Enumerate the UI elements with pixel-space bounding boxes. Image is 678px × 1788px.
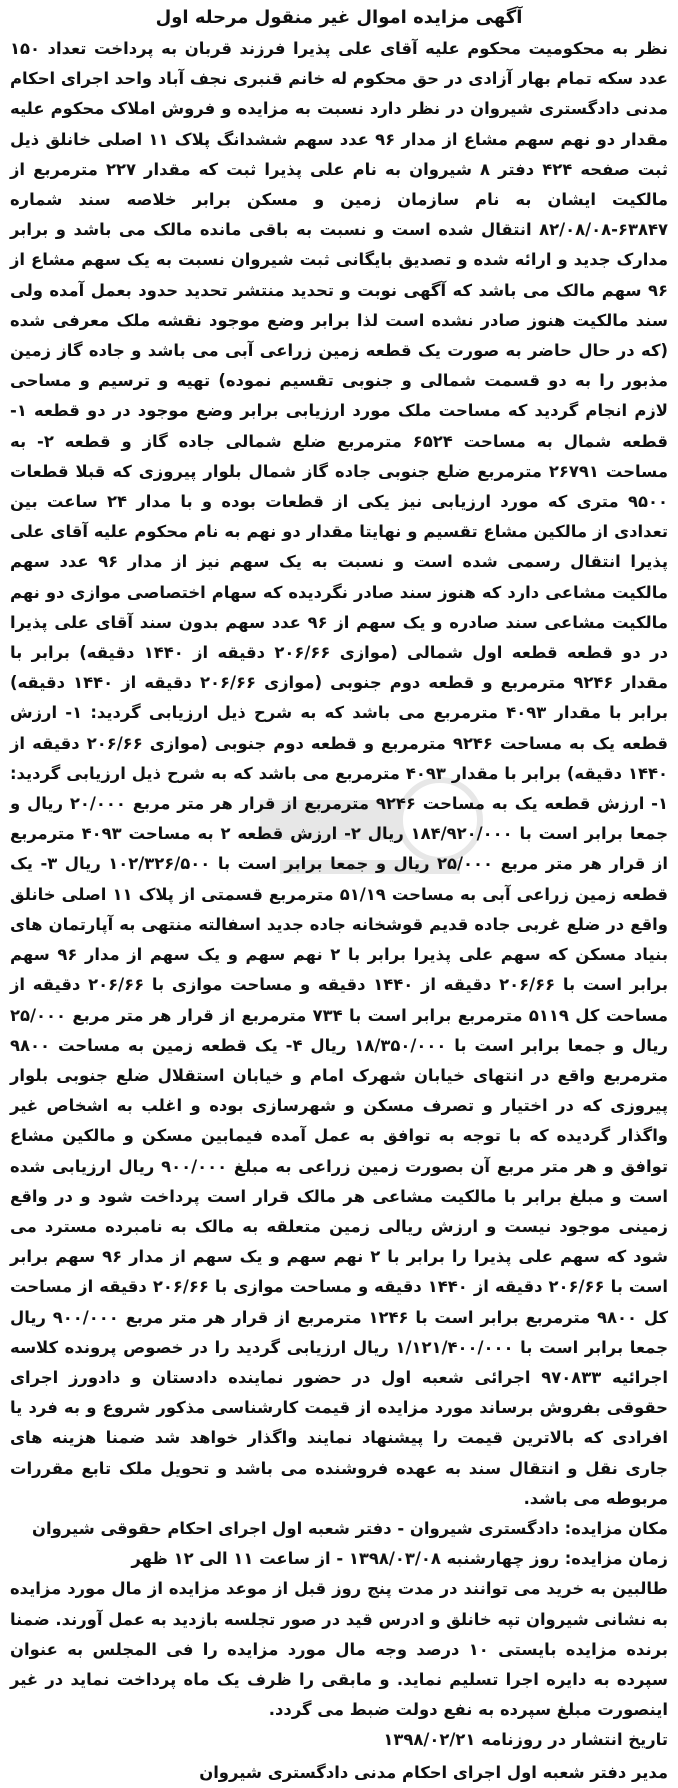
bidders-instructions: طالبین به خرید می توانند در مدت پنج روز قبل از موعد مزایده از مال مورد مزایده به نشانی شیروان تپه خانلق و ادرس قید در صور تجلسه بازدید به عمل آورند. ضمنا برنده مزایده بایستی ۱۰ درصد وجه مال مورد مزایده را فی المجلس به عنوان سپرده به دایره اجرا تسلیم نماید. و مابقی را ظرف یک ماه پرداخت نماید در غیر اینصورت مبلغ سپرده به نفع دولت ضبط می گردد.	[10, 1579, 668, 1720]
signature-line: مدیر دفتر شعبه اول اجرای احکام مدنی دادگستری شیروان	[199, 1762, 668, 1782]
auction-time: زمان مزایده: روز چهارشنبه ۱۳۹۸/۰۳/۰۸ - از ساعت ۱۱ الی ۱۲ ظهر	[131, 1549, 668, 1569]
auction-place: مکان مزایده: دادگستری شیروان - دفتر شعبه اول اجرای احکام حقوقی شیروان	[31, 1518, 668, 1538]
notice-title: آگهی مزایده اموال غیر منقول مرحله اول	[155, 7, 523, 28]
publish-date: تاریخ انتشار در روزنامه ۱۳۹۸/۰۲/۲۱	[383, 1730, 668, 1750]
notice-body: نظر به محکومیت محکوم علیه آقای علی پذیرا فرزند قربان به پرداخت تعداد ۱۵۰ عدد سکه تمام بهار آزادی در حق محکوم له خانم قنبری نجف آباد واحد اجرای احکام مدنی دادگستری شیروان در نظر دارد نسبت به مزایده و فروش املاک محکوم علیه مقدار دو نهم سهم مشاع از مدار ۹۶ عدد سهم ششدانگ پلاک ۱۱ اصلی خانلق ذیل ثبت صفحه ۴۲۴ دفتر ۸ شیروان به نام علی پذیرا ثبت که مقدار ۲۲۷ مترمربع از مالکیت ایشان به نام سازمان زمین و مسکن برابر خلاصه سند شماره ۶۳۸۴۷-۸۲/۰۸/۰۸ انتقال شده است و نسبت به باقی مانده مالک می باشد و برابر مدارک جدید و ارائه شده و تصدیق بایگانی ثبت شیروان نسبت به یک سهم مشاع از ۹۶ سهم مالک می باشد که آگهی نوبت و تحدید منتشر تحدید حدود بعمل آمده ولی سند مالکیت هنوز صادر نشده است لذا برابر وضع موجود نقشه ملک معرفی شده (که در حال حاضر به صورت یک قطعه زمین زراعی آبی می باشد و جاده گاز زمین مذبور را به دو قسمت شمالی و جنوبی تقسیم نموده) تهیه و ترسیم و مساحی لازم انجام گردید که مساحت ملک مورد ارزیابی برابر وضع موجود در دو قطعه ۱- قطعه شمال به مساحت ۶۵۲۴ مترمربع ضلع شمالی جاده گاز و قطعه ۲- به مساحت ۲۶۷۹۱ مترمربع ضلع جنوبی جاده گاز شمال بلوار پیروزی که قبلا قطعات ۹۵۰۰ متری که مورد ارزیابی نیز یکی از قطعات بوده و با مدار ۲۴ ساعت بین تعدادی از مالکین مشاع تقسیم و نهایتا مقدار دو نهم به نام محکوم علیه آقای علی پذیرا انتقال رسمی شده است و نسبت به یک سهم نیز از مدار ۹۶ عدد سهم مالکیت مشاعی دارد که هنوز سند صادر نگردیده که سهام اختصاصی موازی دو نهم مالکیت مشاعی سند صادره و یک سهم از ۹۶ عدد سهم بدون سند آقای علی پذیرا در دو قطعه قطعه اول شمالی (موازی ۲۰۶/۶۶ دقیقه از ۱۴۴۰ دقیقه) برابر با مقدار ۹۲۴۶ مترمربع و قطعه دوم جنوبی (موازی ۲۰۶/۶۶ دقیقه از ۱۴۴۰ دقیقه) برابر با مقدار ۴۰۹۳ مترمربع می باشد که به شرح ذیل ارزیابی گردید: ۱- ارزش قطعه یک به مساحت ۹۲۴۶ مترمربع و قطعه دوم جنوبی (موازی ۲۰۶/۶۶ دقیقه از ۱۴۴۰ دقیقه) برابر با مقدار ۴۰۹۳ مترمربع می باشد که به شرح ذیل ارزیابی گردید: ۱- ارزش قطعه یک به مساحت ۹۲۴۶ مترمربع از قرار هر متر مربع ۲۰/۰۰۰ ریال و جمعا برابر است با ۱۸۴/۹۲۰/۰۰۰ ریال ۲- ارزش قطعه ۲ به مساحت ۴۰۹۳ مترمربع از قرار هر متر مربع ۲۵/۰۰۰ ریال و جمعا برابر است با ۱۰۲/۳۲۶/۵۰۰ ریال ۳- یک قطعه زمین زراعی آبی به مساحت ۵۱/۱۹ مترمربع قسمتی از پلاک ۱۱ اصلی خانلق واقع در ضلع غربی جاده قدیم قوشخانه جاده جدید اسفالته منتهی به آپارتمان های بنیاد مسکن که سهم علی پذیرا برابر با ۲ نهم سهم و یک سهم از مدار ۹۶ سهم برابر است با ۲۰۶/۶۶ دقیقه از ۱۴۴۰ دقیقه و مساحت موازی با ۲۰۶/۶۶ دقیقه از مساحت کل ۵۱۱۹ مترمربع برابر است با ۷۳۴ مترمربع از قرار هر متر مربع ۲۵/۰۰۰ ریال و جمعا برابر است با ۱۸/۳۵۰/۰۰۰ ریال ۴- یک قطعه زمین به مساحت ۹۸۰۰ مترمربع واقع در انتهای خیابان شهرک امام و خیابان استقلال ضلع جنوبی بلوار پیروزی که در اختیار و تصرف مسکن و شهرسازی بوده و اغلب به اشخاص غیر واگذار گردیده که با توجه به توافق به عمل آمده فیمابین مسکن و مالکین مشاع توافق و هر متر مربع آن بصورت زمین زراعی به مبلغ ۹۰۰/۰۰۰ ریال ارزیابی شده است و مبلغ برابر با مالکیت مشاعی هر مالک قرار است پرداخت شود و در واقع زمینی موجود نیست و ارزش ریالی زمین متعلقه به مالک به نامبرده مسترد می شود که سهم علی پذیرا را برابر با ۲ نهم سهم و یک سهم از مدار ۹۶ سهم برابر است با ۲۰۶/۶۶ دقیقه از ۱۴۴۰ دقیقه و مساحت موازی با ۲۰۶/۶۶ دقیقه از مساحت کل ۹۸۰۰ مترمربع برابر است با ۱۲۴۶ مترمربع از قرار هر متر مربع ۹۰۰/۰۰۰ ریال جمعا برابر است با ۱/۱۲۱/۴۰۰/۰۰۰ ریال ارزیابی گردید را در خصوص پرونده کلاسه اجرائیه ۹۷۰۸۳۳ اجرائی شعبه اول در حضور نماینده دادستان و دادورز اجرای حقوقی بفروش برساند مورد مزایده از قیمت کارشناسی مذکور شروع و به فرد یا افرادی که بالاترین قیمت را پیشنهاد نمایند واگذار خواهد شد ضمنا هزینه های جاری نقل و انتقال سند به عهده فروشنده می باشد و تحویل ملک تابع مقررات مربوطه می باشد.	[10, 39, 669, 1508]
